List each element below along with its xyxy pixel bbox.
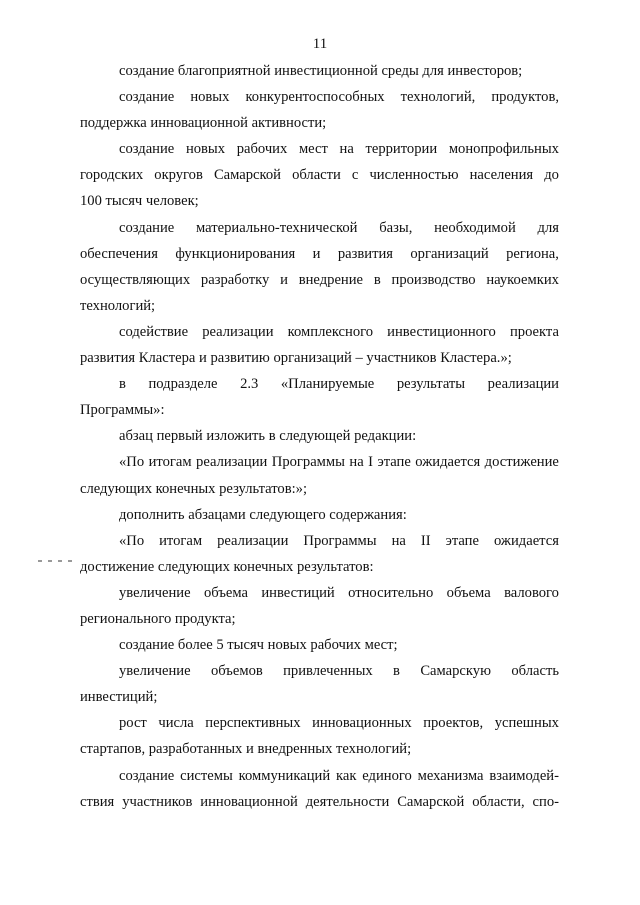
text-word: и bbox=[312, 245, 321, 262]
text-word: инвестиционного bbox=[387, 323, 496, 340]
text-word: области bbox=[292, 167, 341, 184]
text-word: Программы bbox=[271, 454, 345, 471]
text-word: содействие bbox=[119, 323, 189, 340]
text-word: базы, bbox=[379, 219, 413, 236]
text-word: с bbox=[351, 167, 359, 184]
text-line: создание более 5 тысяч новых рабочих мест; bbox=[119, 637, 398, 654]
text-word: комплексного bbox=[287, 323, 374, 340]
text-word: «По bbox=[119, 454, 145, 471]
text-word: реализации bbox=[487, 376, 559, 393]
text-line bbox=[80, 371, 559, 397]
text-line bbox=[80, 710, 559, 736]
text-word: Самарской bbox=[213, 167, 281, 184]
text-word: реализации bbox=[202, 323, 274, 340]
text-word: создание bbox=[119, 89, 175, 106]
text-line: абзац первый изложить в следующей редакции: bbox=[119, 428, 417, 445]
text-line: поддержка инновационной активности; bbox=[80, 115, 327, 132]
text-word: этапе bbox=[445, 532, 479, 549]
text-word: в bbox=[373, 271, 381, 288]
text-line: инвестиций; bbox=[80, 689, 158, 706]
text-line bbox=[80, 319, 559, 345]
text-line bbox=[80, 449, 559, 475]
text-word: реализации bbox=[196, 454, 268, 471]
text-word: организаций bbox=[410, 245, 489, 262]
text-word: проектов, bbox=[423, 715, 484, 732]
page-number: 11 bbox=[312, 36, 328, 52]
text-word: область bbox=[511, 663, 559, 680]
text-word: инновационной bbox=[200, 793, 298, 810]
text-word: перспективных bbox=[205, 715, 301, 732]
text-word: в bbox=[393, 663, 400, 680]
text-line bbox=[80, 789, 559, 815]
text-word: осуществляющих bbox=[80, 271, 191, 288]
text-word: как bbox=[335, 767, 357, 784]
text-word: рабочих bbox=[236, 141, 288, 158]
text-word: спо- bbox=[532, 793, 559, 810]
text-word: необходимой bbox=[434, 219, 516, 236]
text-word: взаимодей- bbox=[489, 767, 559, 784]
text-word: проекта bbox=[509, 323, 559, 340]
text-line bbox=[80, 267, 559, 293]
text-word: объема bbox=[446, 584, 491, 601]
text-line bbox=[80, 162, 559, 188]
text-line: стартапов, разработанных и внедренных технологий; bbox=[80, 741, 412, 758]
text-word: области, bbox=[472, 793, 525, 810]
text-word: ствия bbox=[80, 793, 115, 810]
text-word: увеличение bbox=[119, 584, 191, 601]
text-word: наукоемких bbox=[486, 271, 559, 288]
text-line: достижение следующих конечных результатов: bbox=[80, 558, 374, 575]
text-word: для bbox=[537, 219, 559, 236]
text-word: рост bbox=[119, 715, 147, 732]
text-word: функционирования bbox=[175, 245, 296, 262]
text-word: монопрофильных bbox=[448, 141, 559, 158]
text-word: территории bbox=[365, 141, 438, 158]
text-word: подразделе bbox=[148, 376, 218, 393]
text-line bbox=[80, 136, 559, 162]
text-word: до bbox=[544, 167, 559, 184]
text-word: механизма bbox=[417, 767, 484, 784]
text-word: деятельности bbox=[305, 793, 390, 810]
text-line: развития Кластера и развитию организаций – участников Кластера.»; bbox=[80, 350, 512, 367]
text-word: конкурентоспособных bbox=[245, 89, 385, 106]
text-word: привлеченных bbox=[283, 663, 373, 680]
text-word: Самарскую bbox=[420, 663, 491, 680]
text-word: 2.3 bbox=[240, 376, 259, 393]
text-word: в bbox=[119, 376, 126, 393]
text-word: производство bbox=[391, 271, 476, 288]
text-word: и bbox=[280, 271, 288, 288]
text-line bbox=[80, 241, 559, 267]
text-word: итогам bbox=[148, 454, 192, 471]
text-word: валового bbox=[504, 584, 559, 601]
document-body bbox=[80, 58, 559, 815]
text-word: объемов bbox=[210, 663, 263, 680]
text-word: итогам bbox=[159, 532, 203, 549]
text-word: участников bbox=[122, 793, 193, 810]
text-word: относительно bbox=[348, 584, 434, 601]
text-word: развития bbox=[337, 245, 393, 262]
text-word: реализации bbox=[217, 532, 289, 549]
text-line bbox=[80, 763, 559, 789]
text-line: 100 тысяч человек; bbox=[80, 193, 199, 210]
text-word: создание bbox=[119, 141, 175, 158]
text-word: числа bbox=[158, 715, 194, 732]
text-word: на bbox=[391, 532, 406, 549]
text-word: создание bbox=[119, 767, 175, 784]
text-line: дополнить абзацами следующего содержания: bbox=[119, 506, 407, 523]
text-word: результаты bbox=[396, 376, 466, 393]
text-word: ожидается bbox=[493, 532, 559, 549]
text-word: мест bbox=[298, 141, 328, 158]
text-line: следующих конечных результатов:»; bbox=[80, 480, 308, 497]
text-word: новых bbox=[190, 89, 230, 106]
text-line: создание благоприятной инвестиционной среды для инвесторов; bbox=[119, 63, 523, 79]
text-word: Программы bbox=[303, 532, 377, 549]
text-word: на bbox=[349, 454, 364, 471]
text-line: Программы»: bbox=[80, 402, 165, 419]
text-word: коммуникаций bbox=[238, 767, 331, 784]
text-line: технологий; bbox=[80, 297, 156, 314]
text-word: единого bbox=[362, 767, 412, 784]
text-word: увеличение bbox=[119, 663, 191, 680]
text-word: II bbox=[420, 532, 431, 549]
text-word: «По bbox=[119, 532, 145, 549]
text-word: I bbox=[368, 454, 373, 471]
text-word: успешных bbox=[494, 715, 559, 732]
text-word: «Планируемые bbox=[280, 376, 375, 393]
text-word: продуктов, bbox=[491, 89, 559, 106]
text-line bbox=[80, 580, 559, 606]
text-word: ожидается bbox=[415, 454, 481, 471]
text-word: численностью bbox=[369, 167, 459, 184]
text-word: на bbox=[339, 141, 354, 158]
text-line bbox=[80, 528, 559, 554]
text-line bbox=[80, 215, 559, 241]
text-word: инвестиций bbox=[261, 584, 335, 601]
text-line bbox=[80, 84, 559, 110]
text-line bbox=[80, 658, 559, 684]
text-word: округов bbox=[154, 167, 203, 184]
text-word: населения bbox=[469, 167, 534, 184]
text-word: инновационных bbox=[312, 715, 412, 732]
text-word: достижение bbox=[484, 454, 559, 471]
text-word: внедрение bbox=[298, 271, 364, 288]
text-word: региона, bbox=[506, 245, 559, 262]
text-word: системы bbox=[180, 767, 233, 784]
text-word: объема bbox=[203, 584, 248, 601]
scan-artifact-mark bbox=[38, 560, 74, 562]
text-word: технологий, bbox=[400, 89, 476, 106]
text-word: новых bbox=[185, 141, 226, 158]
text-word: городских bbox=[80, 167, 144, 184]
text-word: Самарской bbox=[397, 793, 465, 810]
text-word: обеспечения bbox=[80, 245, 158, 262]
text-word: этапе bbox=[377, 454, 411, 471]
text-word: создание bbox=[119, 219, 175, 236]
text-word: разработку bbox=[200, 271, 270, 288]
text-line: регионального продукта; bbox=[80, 610, 236, 627]
text-word: материально-технической bbox=[196, 219, 358, 236]
